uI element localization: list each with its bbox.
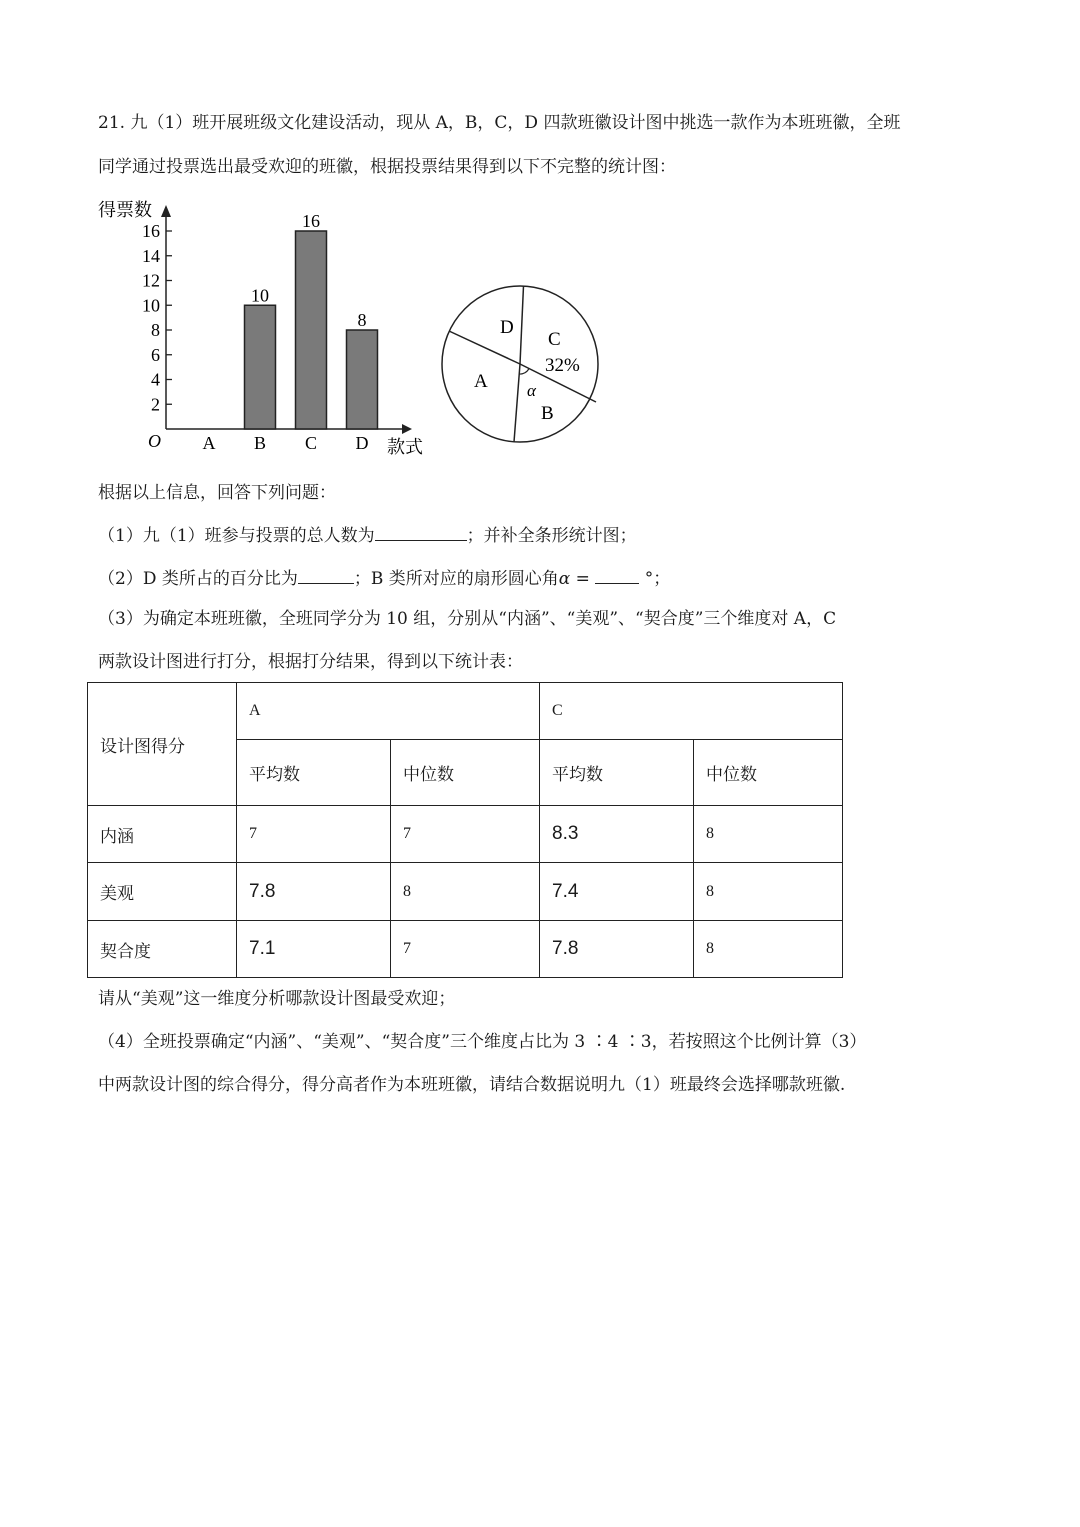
bar-d: [347, 330, 378, 429]
row-label: 契合度: [88, 921, 237, 978]
x-axis-arrow: [402, 424, 412, 434]
x-axis-label: 款式: [387, 437, 423, 457]
table-group-a: A: [237, 683, 540, 740]
q1-text-a: （1）九（1）班参与投票的总人数为: [98, 526, 375, 546]
y-axis-arrow: [161, 205, 171, 217]
question-3-line-1: （3）为确定本班班徽，全班同学分为 10 组，分别从“内涵”、“美观”、“契合度”三个维度对 A，C: [98, 609, 837, 629]
table-cell: 8: [694, 921, 843, 978]
q2-blank-angle[interactable]: [595, 566, 639, 584]
category-labels: [203, 433, 369, 453]
y-tick-label: 16: [142, 221, 160, 241]
y-tick-label: 2: [151, 394, 160, 415]
question-4-line-1: （4）全班投票确定“内涵”、“美观”、“契合度”三个维度占比为 3 ∶4 ∶3，若按照这个比例计算（3）: [98, 1032, 867, 1052]
y-ticks: [142, 221, 172, 414]
intro-line: 根据以上信息，回答下列问题：: [98, 483, 336, 503]
score-table: [87, 682, 843, 978]
y-tick-label: 12: [142, 270, 160, 291]
bar-c: [296, 231, 327, 429]
table-header-row: [88, 683, 843, 740]
pie-angle-label: α: [527, 381, 536, 400]
alpha-arc: [519, 369, 529, 375]
table-row: [88, 921, 843, 978]
category-label: B: [253, 433, 267, 453]
table-group-c: C: [540, 683, 843, 740]
table-cell: 7: [391, 921, 540, 978]
y-tick-label: 6: [151, 344, 160, 365]
table-cell: 7.8: [540, 921, 694, 978]
table-cell: 8: [694, 863, 843, 921]
table-cell: 8: [391, 863, 540, 921]
origin-label: O: [148, 431, 161, 451]
question-line-2: 同学通过投票选出最受欢迎的班徽，根据投票结果得到以下不完整的统计图：: [98, 157, 676, 177]
question-line-1: 21. 九（1）班开展班级文化建设活动，现从 A，B，C，D 四款班徽设计图中挑选一款作为本班班徽，全班: [98, 113, 901, 133]
category-label: D: [355, 433, 369, 453]
table-corner-cell: 设计图得分: [88, 683, 237, 806]
pie-label-b: B: [541, 403, 554, 424]
table-cell: 8.3: [540, 806, 694, 863]
table-subheader: 平均数: [237, 740, 391, 806]
bar-value-label: 16: [302, 211, 320, 231]
row-label: 内涵: [88, 806, 237, 863]
q2-alpha: α: [558, 569, 571, 589]
table-subheader: 中位数: [694, 740, 843, 806]
table-cell: 7: [237, 806, 391, 863]
table-subheader: 平均数: [540, 740, 694, 806]
pie-label-a: A: [474, 371, 488, 392]
bar-b: [245, 305, 276, 429]
y-tick-label: 8: [151, 320, 160, 340]
pie-divider-cd: [520, 286, 524, 364]
q2-blank-percent[interactable]: [298, 566, 354, 584]
y-axis-label: 得票数: [98, 200, 152, 220]
after-table-line: 请从“美观”这一维度分析哪款设计图最受欢迎；: [98, 989, 456, 1009]
y-tick-label: 4: [151, 369, 160, 390]
q2-text-d: °；: [639, 569, 671, 589]
table-cell: 7.4: [540, 863, 694, 921]
table-subheader: 中位数: [391, 740, 540, 806]
table-row: [88, 863, 843, 921]
pie-chart: [438, 282, 608, 452]
pie-percent-c: 32%: [545, 355, 580, 376]
q2-text-b: ；B 类所对应的扇形圆心角: [353, 569, 559, 589]
bar-value-label: 8: [357, 310, 367, 330]
table-cell: 7.1: [237, 921, 391, 978]
question-3-line-2: 两款设计图进行打分，根据打分结果，得到以下统计表：: [98, 652, 523, 672]
table-cell: 7.8: [237, 863, 391, 921]
bar-chart: [90, 195, 435, 465]
q1-text-b: ；并补全条形统计图；: [466, 526, 637, 546]
pie-label-d: D: [500, 317, 514, 338]
q1-blank[interactable]: [375, 523, 467, 541]
y-tick-label: 10: [142, 295, 160, 316]
row-label: 美观: [88, 863, 237, 921]
table-cell: 7: [391, 806, 540, 863]
pie-divider-ba: [514, 364, 520, 442]
bars: [245, 211, 378, 429]
table-row: [88, 806, 843, 863]
q2-text-c: =: [570, 569, 596, 589]
table-cell: 8: [694, 806, 843, 863]
q2-text-a: （2）D 类所占的百分比为: [98, 569, 298, 589]
bar-value-label: 10: [251, 285, 269, 306]
pie-label-c: C: [548, 329, 561, 350]
category-label: A: [202, 433, 216, 453]
question-2: [98, 566, 670, 590]
question-4-line-2: 中两款设计图的综合得分，得分高者作为本班班徽，请结合数据说明九（1）班最终会选择哪款班徽.: [98, 1075, 846, 1095]
category-label: C: [304, 433, 318, 453]
y-tick-label: 14: [142, 245, 160, 266]
question-1: [98, 523, 637, 547]
